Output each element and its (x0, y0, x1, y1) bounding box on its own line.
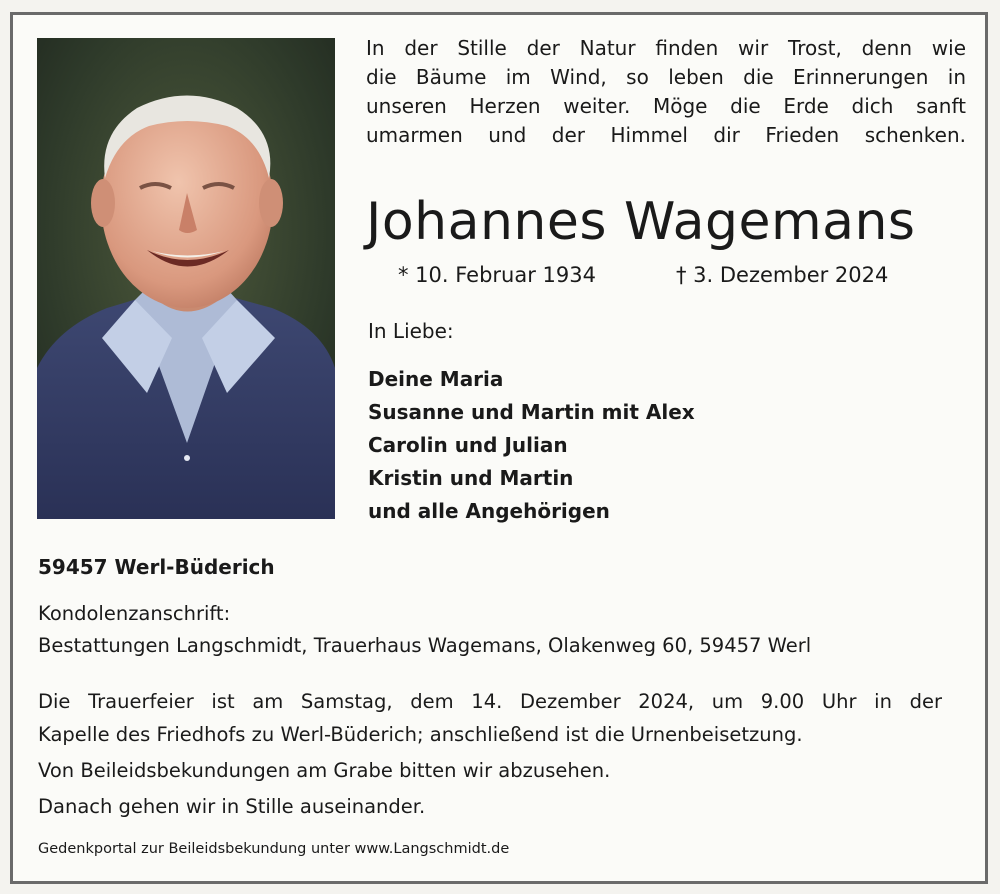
portrait-photo (37, 38, 335, 519)
birth-date: * 10. Februar 1934 (398, 263, 596, 287)
mourner-entry: Susanne und Martin mit Alex (368, 400, 695, 424)
ceremony-line: Danach gehen wir in Stille auseinander. (38, 795, 426, 818)
memorial-portal-note: Gedenkportal zur Beileidsbekundung unter www.Langschmidt.de (38, 841, 510, 857)
ceremony-info (38, 685, 942, 823)
memorial-verse (366, 34, 966, 150)
ceremony-line: Die Trauerfeier ist am Samstag, dem 14. Dezember 2024, um 9.00 Uhr in der (38, 690, 942, 713)
location-heading: 59457 Werl-Büderich (38, 555, 275, 579)
verse-line: die Bäume im Wind, so leben die Erinnerungen in (366, 65, 966, 89)
mourners-list (368, 363, 695, 528)
verse-line: umarmen und der Himmel dir Frieden schenken. (366, 123, 966, 147)
mourner-entry: Kristin und Martin (368, 466, 574, 490)
mourner-entry: Deine Maria (368, 367, 504, 391)
condolence-label: Kondolenzanschrift: (38, 602, 231, 625)
death-date: † 3. Dezember 2024 (676, 263, 889, 287)
in-love-label: In Liebe: (368, 319, 454, 343)
ceremony-line: Von Beileidsbekundungen am Grabe bitten wir abzusehen. (38, 759, 611, 782)
condolence-address-block (38, 598, 811, 662)
mourner-entry: Carolin und Julian (368, 433, 568, 457)
verse-line: unseren Herzen weiter. Möge die Erde dich sanft (366, 94, 966, 118)
deceased-name: Johannes Wagemans (366, 192, 916, 252)
portrait-illustration (37, 38, 335, 519)
mourner-entry: und alle Angehörigen (368, 499, 610, 523)
condolence-address: Bestattungen Langschmidt, Trauerhaus Wagemans, Olakenweg 60, 59457 Werl (38, 634, 812, 657)
ceremony-line: Kapelle des Friedhofs zu Werl-Büderich; anschließend ist die Urnenbeisetzung. (38, 723, 803, 746)
verse-line: In der Stille der Natur finden wir Trost, denn wie (366, 36, 966, 60)
